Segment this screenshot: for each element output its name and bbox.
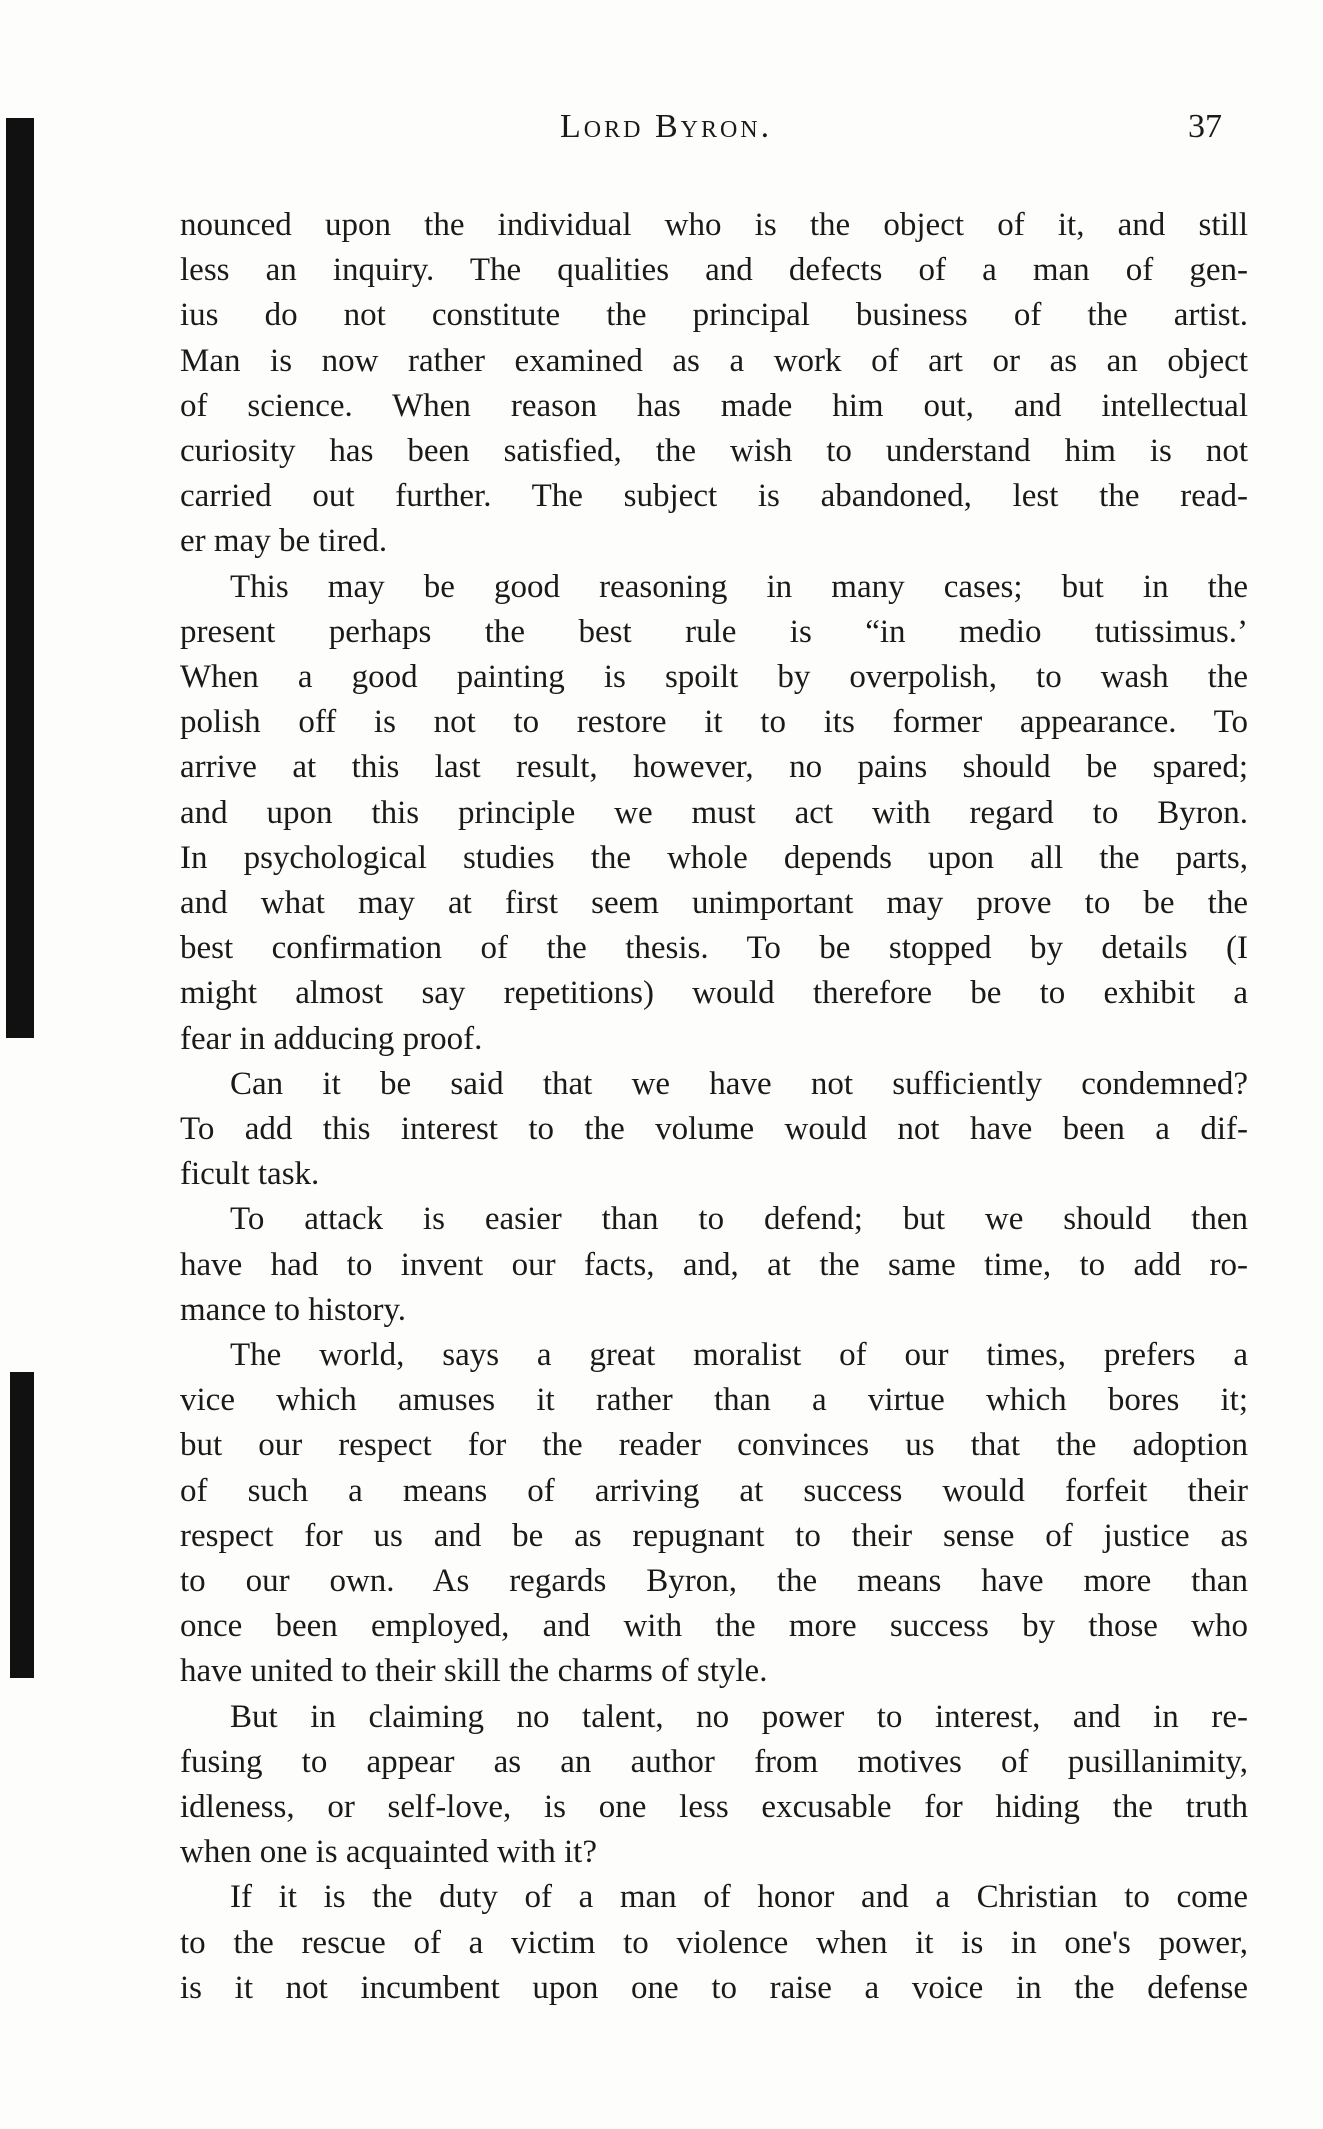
text-line: Man is now rather examined as a work of art or as an object <box>180 342 1248 379</box>
text-line: To add this interest to the volume would not have been a dif- <box>180 1111 1248 1147</box>
scan-binding-shadow <box>6 118 34 1038</box>
text-line: present perhaps the best rule is “in medio tutissimus.’ <box>180 613 1248 650</box>
text-line: to the rescue of a victim to violence when it is in one's power, <box>180 1924 1248 1961</box>
text-line: To attack is easier than to defend; but we should then <box>230 1201 1248 1238</box>
text-line: is it not incumbent upon one to raise a voice in the defense <box>180 1969 1248 2006</box>
text-line: but our respect for the reader convinces us that the adoption <box>180 1427 1248 1464</box>
text-line: ficult task. <box>180 1156 320 1193</box>
text-line: ius do not constitute the principal business of the artist. <box>180 297 1248 334</box>
text-line: carried out further. The subject is abandoned, lest the read- <box>180 478 1248 515</box>
text-line: have united to their skill the charms of style. <box>180 1653 768 1690</box>
text-line: vice which amuses it rather than a virtue which bores it; <box>180 1382 1248 1419</box>
text-line: best confirmation of the thesis. To be stopped by details (I <box>180 930 1248 967</box>
text-line: have had to invent our facts, and, at the same time, to add ro- <box>180 1246 1248 1283</box>
text-line: arrive at this last result, however, no pains should be spared; <box>180 749 1248 786</box>
text-line: fear in adducing proof. <box>180 1020 483 1057</box>
text-line: and what may at first seem unimportant may prove to be the <box>180 885 1248 921</box>
text-line: polish off is not to restore it to its former appearance. To <box>180 704 1248 741</box>
text-line: once been employed, and with the more success by those who <box>180 1608 1248 1645</box>
text-line: If it is the duty of a man of honor and a Christian to come <box>230 1879 1248 1916</box>
text-line: The world, says a great moralist of our times, prefers a <box>230 1337 1248 1373</box>
text-line: might almost say repetitions) would therefore be to exhibit a <box>180 975 1248 1012</box>
text-line: idleness, or self-love, is one less excusable for hiding the truth <box>180 1789 1248 1825</box>
text-line: fusing to appear as an author from motives of pusillanimity, <box>180 1743 1248 1780</box>
text-line: curiosity has been satisfied, the wish to understand him is not <box>180 433 1248 469</box>
text-line: But in claiming no talent, no power to interest, and in re- <box>230 1698 1248 1735</box>
text-line: When a good painting is spoilt by overpolish, to wash the <box>180 659 1248 695</box>
scan-binding-shadow <box>10 1372 34 1678</box>
text-line: and upon this principle we must act with regard to Byron. <box>180 794 1248 831</box>
running-head: Lord Byron. <box>560 108 773 145</box>
text-line: respect for us and be as repugnant to their sense of justice as <box>180 1517 1248 1554</box>
text-line: Can it be said that we have not sufficiently condemned? <box>230 1065 1248 1102</box>
text-line: mance to history. <box>180 1291 407 1328</box>
text-line: to our own. As regards Byron, the means have more than <box>180 1563 1248 1599</box>
text-line: In psychological studies the whole depends upon all the parts, <box>180 839 1248 876</box>
text-line: of such a means of arriving at success would forfeit their <box>180 1472 1248 1509</box>
text-line: of science. When reason has made him out, and intellectual <box>180 387 1248 424</box>
text-line: er may be tired. <box>180 523 388 560</box>
page-number: 37 <box>1188 108 1222 145</box>
text-line: This may be good reasoning in many cases; but in the <box>230 568 1248 605</box>
text-line: nounced upon the individual who is the object of it, and still <box>180 207 1248 243</box>
text-line: less an inquiry. The qualities and defects of a man of gen- <box>180 252 1248 289</box>
text-line: when one is acquainted with it? <box>180 1834 597 1871</box>
